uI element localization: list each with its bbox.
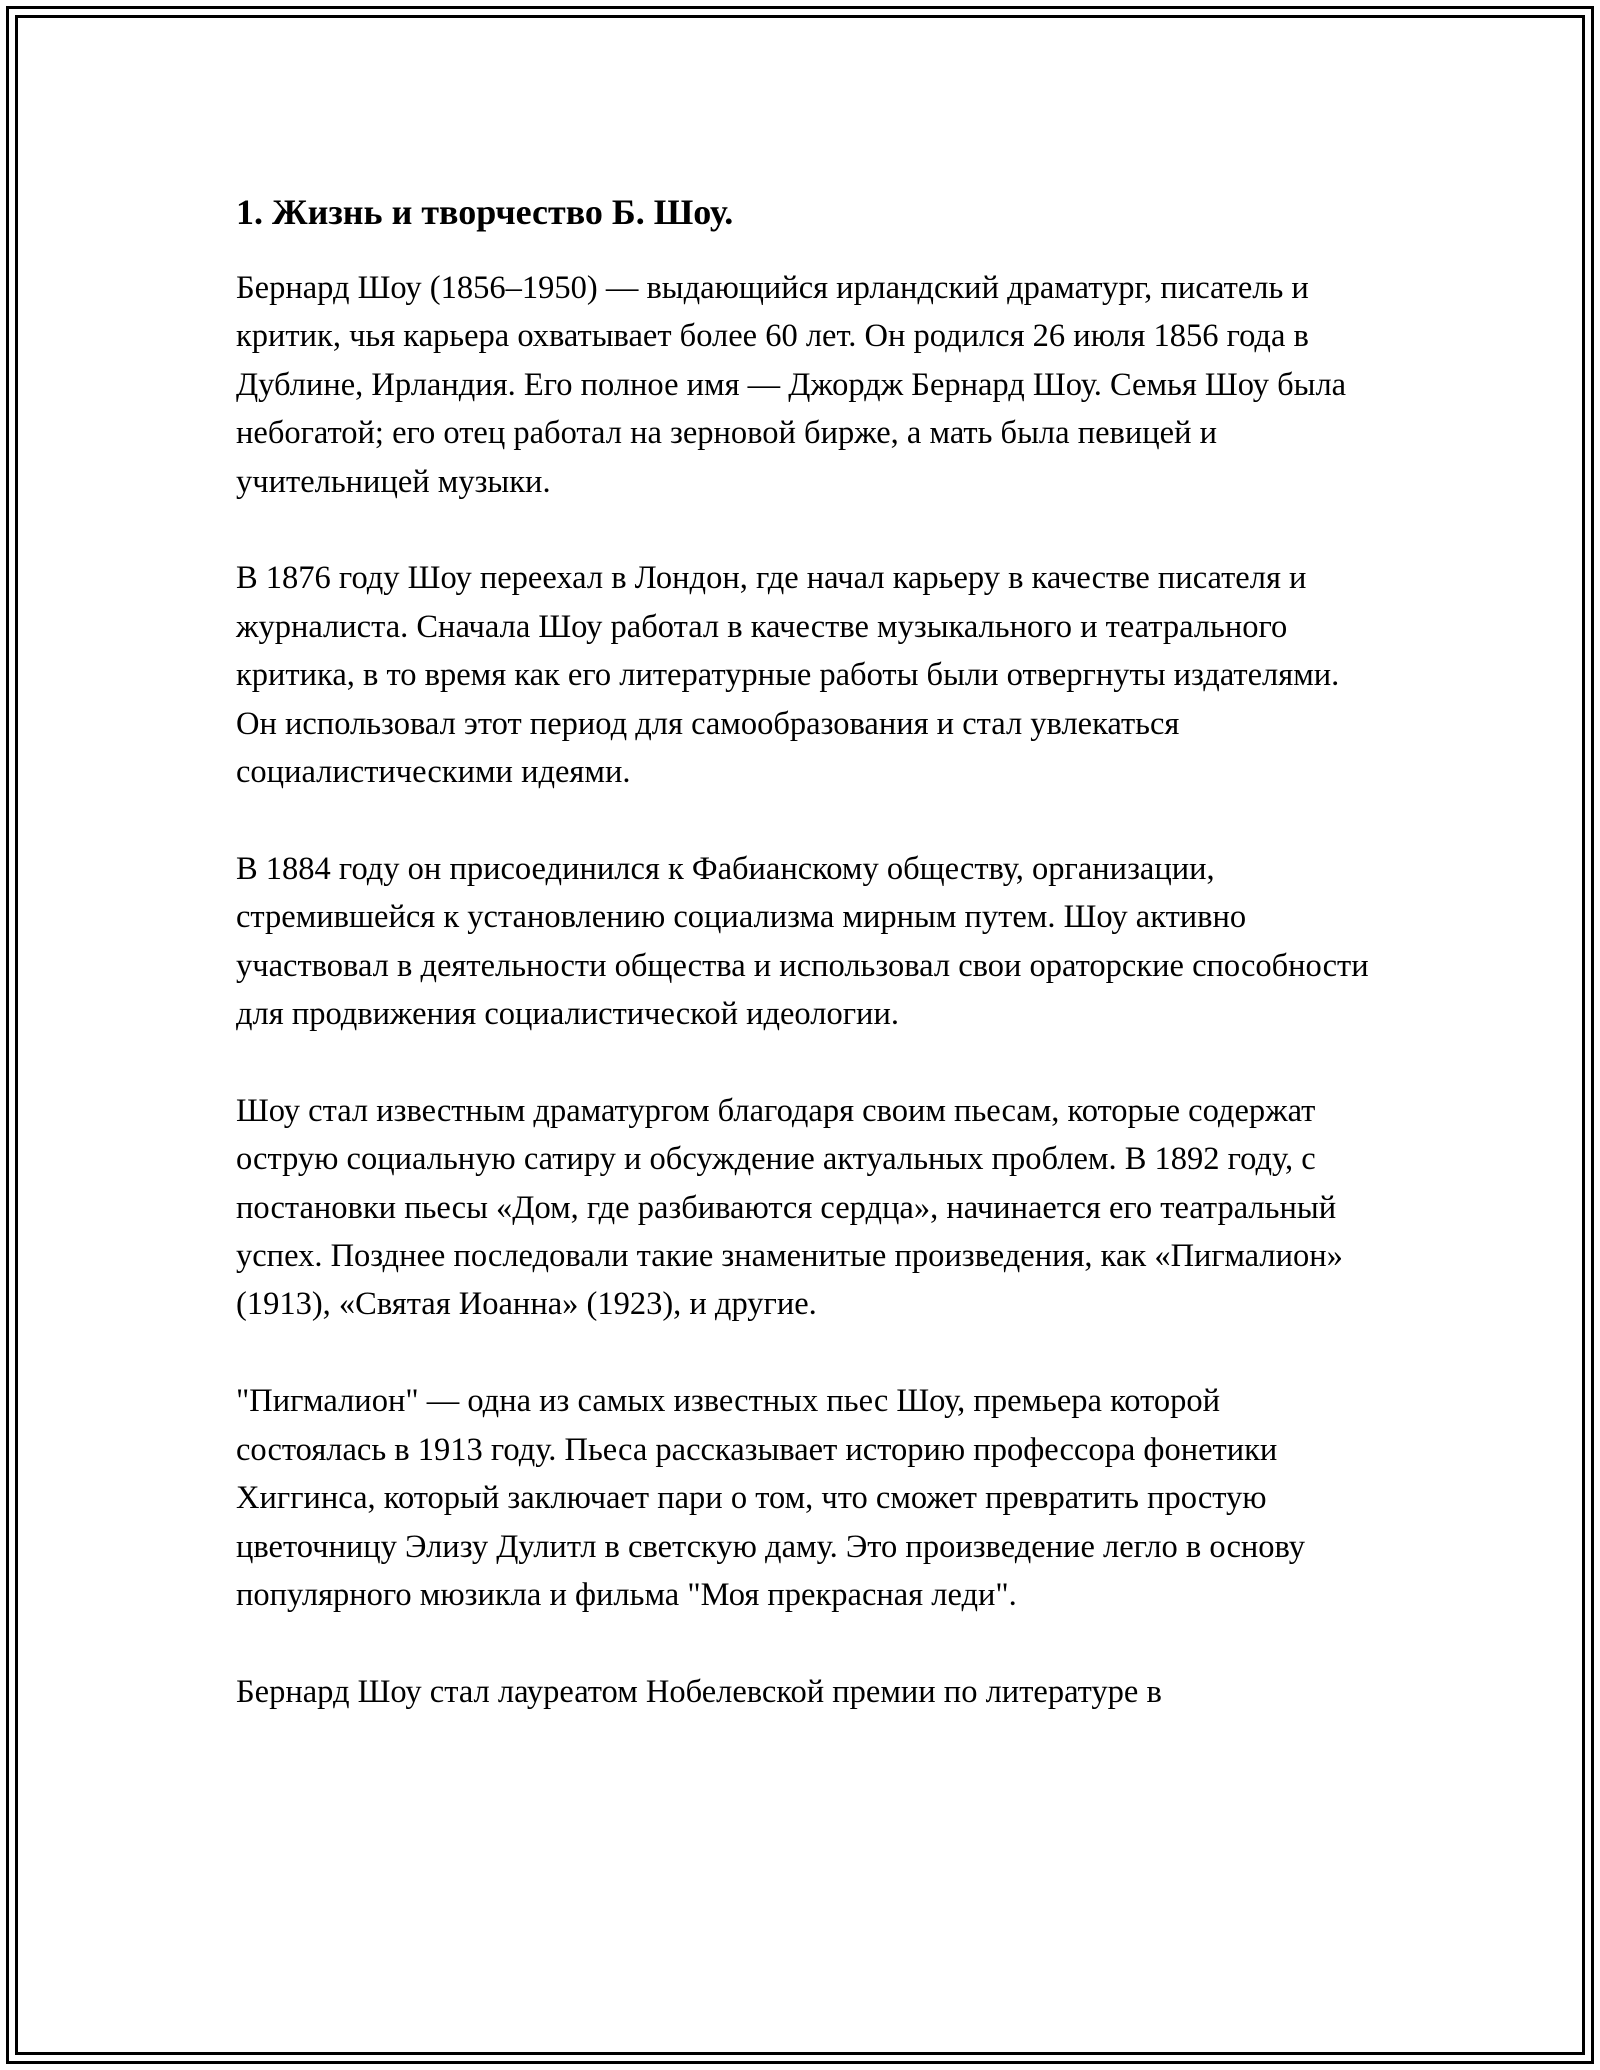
section-heading: 1. Жизнь и творчество Б. Шоу. — [236, 192, 734, 232]
paragraph-biography: Бернард Шоу (1856–1950) — выдающийся ирландский драматург, писатель и критик, чья карьера охватывает более 60 лет. Он родился 26 июля 1856 года в Дублине, Ирландия. Его полное имя — Джордж Бернард Шоу. Семья Шоу была небогатой; его отец работал на зерновой бирже, а мать была певицей и учительницей музыки. — [236, 270, 1347, 500]
paragraph-london: В 1876 году Шоу переехал в Лондон, где начал карьеру в качестве писателя и журналиста. Сначала Шоу работал в качестве музыкального и театрального критика, в то время как его литературные работы были отвергнуты издателями. Он использовал этот период для самообразования и стал увлекаться социалистическими идеями. — [236, 560, 1340, 791]
paragraph-fabian-society: В 1884 году он присоединился к Фабианскому обществу, организации, стремившейся к установлению социализма мирным путем. Шоу активно участвовал в деятельности общества и использовал свои ораторские способности для продвижения социалистической идеологии. — [236, 850, 1369, 1033]
document-body — [236, 188, 1376, 1765]
paragraph-dramaturgy: Шоу стал известным драматургом благодаря своим пьесам, которые содержат острую социальную сатиру и обсуждение актуальных проблем. В 1892 году, с постановки пьесы «Дом, где разбиваются сердца», начинается его театральный успех. Позднее последовали такие знаменитые произведения, как «Пигмалион» (1913), «Святая Иоанна» (1923), и другие. — [236, 1092, 1343, 1323]
paragraph-pygmalion: "Пигмалион" — одна из самых известных пьес Шоу, премьера которой состоялась в 1913 году. Пьеса рассказывает историю профессора фонетики Хиггинса, который заключает пари о том, что сможет превратить простую цветочницу Элизу Дулитл в светскую даму. Это произведение легло в основу популярного мюзикла и фильма "Моя прекрасная леди". — [236, 1383, 1305, 1613]
paragraph-nobel-prize: Бернард Шоу стал лауреатом Нобелевской премии по литературе в — [236, 1673, 1162, 1710]
